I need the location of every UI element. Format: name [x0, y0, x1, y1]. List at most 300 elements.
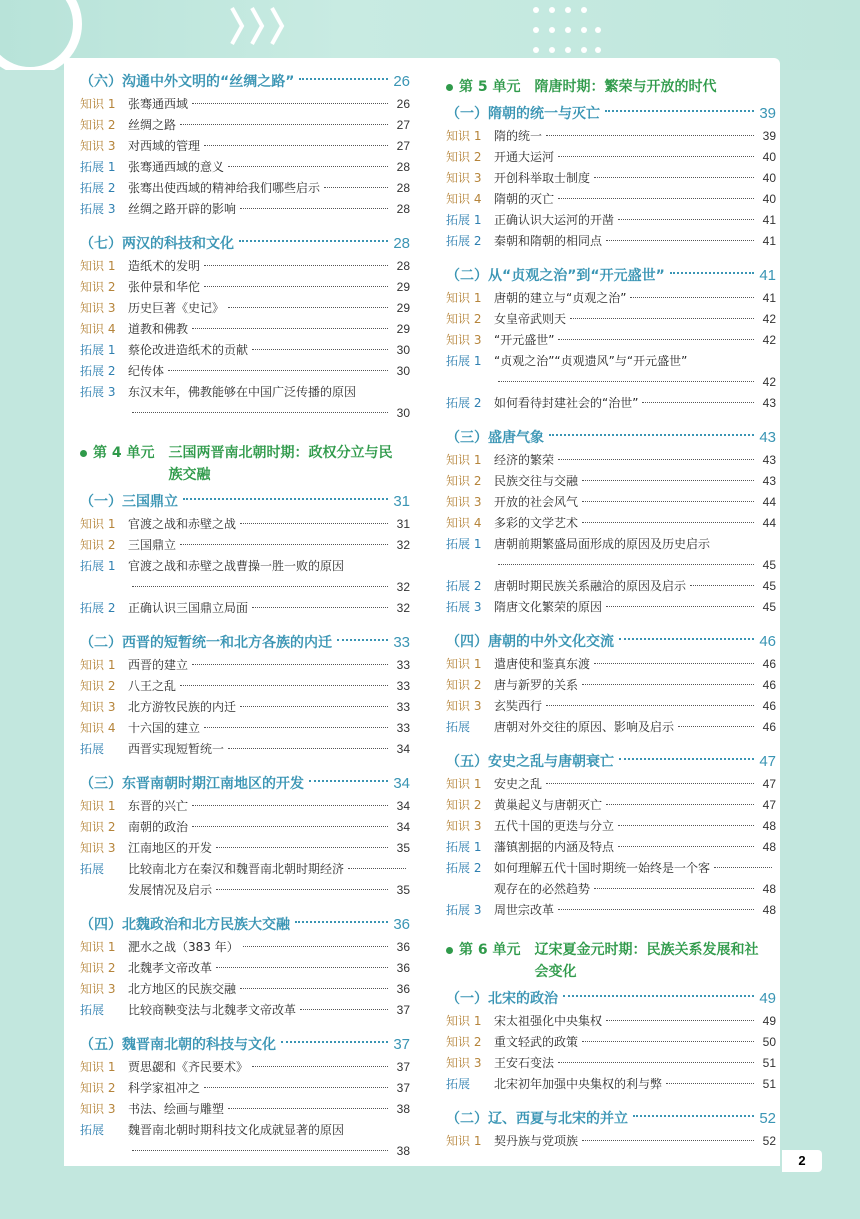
section-heading[interactable]: [446, 426, 776, 450]
toc-entry[interactable]: [446, 696, 776, 717]
entry-title: 隋朝的灭亡: [494, 192, 555, 206]
entry-tag: 拓展 3: [446, 600, 482, 614]
entry-title: 唐与新罗的关系: [494, 678, 579, 692]
dot-leader: [228, 1108, 388, 1109]
entry-page: 49: [762, 1014, 776, 1028]
dot-leader: [180, 544, 388, 545]
toc-entry[interactable]: [80, 340, 410, 361]
section-page: 34: [393, 775, 410, 792]
section-heading[interactable]: [446, 750, 776, 774]
unit-bullet-icon: [446, 947, 453, 954]
dot-leader: [309, 780, 388, 782]
section-heading[interactable]: [446, 987, 776, 1011]
entry-page: 42: [762, 333, 776, 347]
entry-title: 魏晋南北朝时期科技文化成就显著的原因: [128, 1123, 345, 1137]
dot-leader: [300, 1009, 388, 1010]
dot-leader: [642, 402, 754, 403]
entry-title: 藩镇割据的内涵及特点: [494, 840, 615, 854]
dot-leader: [594, 663, 754, 664]
toc-entry-continuation: [80, 403, 410, 424]
entry-title: 遣唐使和鉴真东渡: [494, 657, 591, 671]
toc-entry[interactable]: [80, 796, 410, 817]
dot-leader: [228, 748, 388, 749]
dot-leader: [252, 1066, 388, 1067]
entry-title: 重文轻武的政策: [494, 1035, 579, 1049]
entry-tag: 拓展 1: [446, 213, 482, 227]
toc-entry[interactable]: [80, 859, 410, 880]
section-heading[interactable]: [80, 772, 410, 796]
toc-entry[interactable]: [446, 288, 776, 309]
toc-entry[interactable]: [80, 655, 410, 676]
spacer: [80, 619, 410, 627]
entry-page: 29: [396, 322, 410, 336]
toc-entry[interactable]: [80, 598, 410, 619]
unit-bullet-icon: [446, 84, 453, 91]
entry-page: 40: [762, 192, 776, 206]
entry-title: 正确认识三国鼎立局面: [128, 601, 249, 615]
entry-title: 隋的统一: [494, 129, 543, 143]
spacer: [80, 424, 410, 432]
entry-tag: 知识 2: [80, 961, 116, 975]
toc-entry[interactable]: [446, 471, 776, 492]
dot-leader: [180, 124, 388, 125]
section-page: 46: [759, 633, 776, 650]
dot-leader: [558, 156, 754, 157]
entry-title: 王安石变法: [494, 1056, 555, 1070]
toc-entry[interactable]: [446, 189, 776, 210]
section-page: 43: [759, 429, 776, 446]
entry-tag: 知识 1: [446, 657, 482, 671]
spacer: [80, 1162, 410, 1170]
entry-page: 34: [396, 742, 410, 756]
entry-tag: 知识 3: [80, 700, 116, 714]
entry-title: 三国鼎立: [128, 538, 177, 552]
toc-entry[interactable]: [80, 361, 410, 382]
section-heading[interactable]: [80, 232, 410, 256]
section-heading[interactable]: [80, 631, 410, 655]
entry-page: 44: [762, 495, 776, 509]
toc-entry[interactable]: [446, 774, 776, 795]
section-page: 52: [759, 1110, 776, 1127]
toc-entry[interactable]: [446, 210, 776, 231]
entry-title: 官渡之战和赤壁之战曹操一胜一败的原因: [128, 559, 345, 573]
section-title: （五）安史之乱与唐朝衰亡: [446, 754, 614, 770]
entry-title: 民族交往与交融: [494, 474, 579, 488]
entry-title: 开通大运河: [494, 150, 555, 164]
entry-tag: 知识 2: [446, 678, 482, 692]
dot-leader: [228, 307, 388, 308]
toc-entry[interactable]: [446, 513, 776, 534]
toc-entry[interactable]: [80, 157, 410, 178]
left-margin-band: [0, 70, 64, 1219]
dot-leader: [204, 1087, 388, 1088]
toc-entry[interactable]: [80, 115, 410, 136]
entry-page: 44: [762, 516, 776, 530]
toc-entry[interactable]: [80, 136, 410, 157]
entry-title: 张仲景和华佗: [128, 280, 201, 294]
entry-page: 28: [396, 160, 410, 174]
spacer: [446, 1152, 776, 1160]
entry-page: 30: [396, 406, 410, 420]
section-title: （一）北宋的政治: [446, 991, 558, 1007]
entry-tag: 知识 1: [80, 97, 116, 111]
dot-leader: [546, 135, 754, 136]
entry-tag: 知识 2: [446, 150, 482, 164]
section-heading[interactable]: [446, 264, 776, 288]
dot-leader: [216, 889, 388, 890]
toc-entry[interactable]: [446, 330, 776, 351]
toc-entry[interactable]: [80, 697, 410, 718]
entry-title: 唐朝前期繁盛局面形成的原因及历史启示: [494, 537, 711, 551]
spacer: [446, 414, 776, 422]
dot-leader: [563, 995, 754, 997]
dot-leader: [558, 198, 754, 199]
section-heading[interactable]: [80, 70, 410, 94]
dot-leader: [281, 1041, 388, 1043]
entry-tag: 知识 1: [80, 1060, 116, 1074]
dot-leader: [204, 145, 388, 146]
entry-title-continued: 发展情况及启示: [128, 883, 213, 897]
toc-entry[interactable]: [446, 1074, 776, 1095]
dot-leader: [630, 297, 754, 298]
entry-tag: 拓展 3: [80, 202, 116, 216]
entry-tag: 拓展 2: [446, 861, 482, 875]
dot-leader: [619, 758, 754, 760]
entry-title: 纪传体: [128, 364, 165, 378]
section-title: （六）沟通中外文明的“丝绸之路”: [80, 74, 295, 90]
section-page: 31: [393, 493, 410, 510]
section-page: 49: [759, 990, 776, 1007]
dot-leader: [132, 586, 388, 587]
spacer: [80, 1021, 410, 1029]
entry-tag: 拓展 2: [446, 579, 482, 593]
toc-entry[interactable]: [446, 351, 776, 372]
entry-tag: 拓展 3: [80, 385, 116, 399]
unit-title: 隋唐时期：繁荣与开放的时代: [534, 79, 717, 95]
entry-tag: 知识 1: [80, 259, 116, 273]
unit-heading: [80, 442, 410, 486]
dot-leader: [582, 480, 754, 481]
dot-leader: [192, 103, 388, 104]
toc-entry[interactable]: [446, 309, 776, 330]
toc-entry[interactable]: [80, 1120, 410, 1141]
entry-page: 46: [762, 720, 776, 734]
entry-title: 造纸术的发明: [128, 259, 201, 273]
toc-entry[interactable]: [446, 450, 776, 471]
dot-leader: [204, 286, 388, 287]
toc-entry[interactable]: [80, 937, 410, 958]
entry-tag: 知识 2: [446, 1035, 482, 1049]
unit-label: 第 5 单元: [459, 79, 521, 95]
entry-title: 五代十国的更迭与分立: [494, 819, 615, 833]
toc-entry[interactable]: [446, 1131, 776, 1152]
dot-leader: [295, 921, 388, 923]
entry-tag: 知识 3: [446, 699, 482, 713]
entry-tag: 知识 3: [446, 171, 482, 185]
entry-page: 51: [762, 1056, 776, 1070]
section-page: 39: [759, 105, 776, 122]
toc-entry[interactable]: [446, 1032, 776, 1053]
toc-entry[interactable]: [80, 382, 410, 403]
entry-title: 多彩的文学艺术: [494, 516, 579, 530]
entry-tag: 知识 2: [80, 538, 116, 552]
entry-tag: 知识 1: [80, 799, 116, 813]
entry-page: 30: [396, 343, 410, 357]
toc-entry[interactable]: [446, 126, 776, 147]
dot-leader: [618, 219, 754, 220]
entry-title: 北魏孝文帝改革: [128, 961, 213, 975]
toc-entry[interactable]: [446, 1011, 776, 1032]
entry-tag: 知识 1: [446, 129, 482, 143]
toc-left-column: [80, 66, 410, 1170]
section-title: （二）辽、西夏与北宋的并立: [446, 1111, 628, 1127]
dot-leader: [228, 166, 388, 167]
entry-tag: 拓展: [446, 720, 471, 734]
entry-page: 51: [762, 1077, 776, 1091]
dot-leader: [594, 888, 754, 889]
toc-entry[interactable]: [80, 1057, 410, 1078]
toc-entry[interactable]: [80, 979, 410, 1000]
section-page: 33: [393, 634, 410, 651]
entry-title: 北方地区的民族交融: [128, 982, 237, 996]
entry-page: 46: [762, 678, 776, 692]
toc-entry[interactable]: [446, 147, 776, 168]
section-title: （三）东晋南朝时期江南地区的开发: [80, 776, 304, 792]
entry-page: 42: [762, 375, 776, 389]
entry-title: 科学家祖冲之: [128, 1081, 201, 1095]
entry-page: 40: [762, 171, 776, 185]
entry-tag: 知识 2: [80, 679, 116, 693]
unit-title: 辽宋夏金元时期：民族关系发展和社会变化: [534, 942, 759, 980]
dot-leader: [606, 606, 754, 607]
entry-tag: 知识 3: [80, 301, 116, 315]
dot-leader: [558, 1062, 754, 1063]
unit-heading: [446, 76, 776, 98]
unit-heading: [446, 939, 776, 983]
entry-tag: 知识 3: [446, 1056, 482, 1070]
entry-tag: 知识 3: [446, 333, 482, 347]
entry-tag: 知识 1: [80, 940, 116, 954]
entry-page: 48: [762, 882, 776, 896]
dot-leader: [168, 370, 388, 371]
dot-leader: [337, 639, 388, 641]
section-heading[interactable]: [446, 1107, 776, 1131]
entry-title: 开放的社会风气: [494, 495, 579, 509]
entry-title: 唐朝对外交往的原因、影响及启示: [494, 720, 675, 734]
dot-leader: [204, 265, 388, 266]
entry-page: 32: [396, 538, 410, 552]
section-title: （四）唐朝的中外文化交流: [446, 634, 614, 650]
right-margin-band: [780, 70, 860, 1219]
toc-entry[interactable]: [80, 298, 410, 319]
entry-title: 女皇帝武则天: [494, 312, 567, 326]
toc-entry[interactable]: [446, 1053, 776, 1074]
entry-page: 37: [396, 1060, 410, 1074]
decorative-chevrons-icon: [226, 4, 296, 48]
toc-entry[interactable]: [80, 256, 410, 277]
dot-leader: [299, 78, 388, 80]
entry-page: 30: [396, 364, 410, 378]
entry-title: 比较商鞅变法与北魏孝文帝改革: [128, 1003, 297, 1017]
toc-entry[interactable]: [80, 817, 410, 838]
section-title: （三）盛唐气象: [446, 430, 544, 446]
entry-page: 47: [762, 777, 776, 791]
toc-entry-continuation: [80, 577, 410, 598]
entry-title: 道教和佛教: [128, 322, 189, 336]
toc-entry[interactable]: [446, 654, 776, 675]
dot-leader: [558, 909, 754, 910]
entry-page: 48: [762, 903, 776, 917]
toc-entry[interactable]: [446, 231, 776, 252]
toc-entry[interactable]: [80, 718, 410, 739]
toc-entry[interactable]: [446, 900, 776, 921]
spacer: [80, 220, 410, 228]
dot-leader: [570, 318, 754, 319]
entry-title: 宋太祖强化中央集权: [494, 1014, 603, 1028]
dot-leader: [240, 988, 388, 989]
toc-entry[interactable]: [80, 535, 410, 556]
entry-title: 北宋初年加强中央集权的利与弊: [494, 1077, 663, 1091]
dot-leader: [582, 1140, 754, 1141]
toc-entry[interactable]: [80, 514, 410, 535]
dot-leader: [618, 825, 754, 826]
dot-leader: [252, 607, 388, 608]
entry-title: 西晋实现短暂统一: [128, 742, 225, 756]
toc-entry[interactable]: [80, 838, 410, 859]
toc-entry[interactable]: [446, 534, 776, 555]
entry-page: 43: [762, 453, 776, 467]
section-title: （一）三国鼎立: [80, 494, 178, 510]
entry-title: 比较南北方在秦汉和魏晋南北朝时期经济: [128, 862, 345, 876]
toc-entry[interactable]: [446, 837, 776, 858]
dot-leader: [192, 328, 388, 329]
entry-title: 江南地区的开发: [128, 841, 213, 855]
toc-entry[interactable]: [446, 795, 776, 816]
entry-tag: 拓展 2: [446, 396, 482, 410]
toc-entry-continuation[interactable]: [446, 879, 776, 900]
entry-title: 蔡伦改进造纸术的贡献: [128, 343, 249, 357]
unit-bullet-icon: [80, 450, 87, 457]
dot-leader: [216, 967, 388, 968]
dot-leader: [582, 522, 754, 523]
section-heading[interactable]: [446, 102, 776, 126]
unit-label: 第 4 单元: [93, 445, 155, 461]
entry-tag: 知识 2: [80, 820, 116, 834]
section-heading[interactable]: [446, 630, 776, 654]
entry-tag: 拓展: [80, 1123, 105, 1137]
entry-tag: 拓展: [80, 742, 105, 756]
toc-entry[interactable]: [80, 277, 410, 298]
toc-entry[interactable]: [80, 94, 410, 115]
toc-entry[interactable]: [446, 675, 776, 696]
entry-title: 唐朝时期民族关系融洽的原因及启示: [494, 579, 687, 593]
entry-page: 27: [396, 118, 410, 132]
entry-page: 46: [762, 657, 776, 671]
spacer: [80, 901, 410, 909]
toc-entry[interactable]: [446, 168, 776, 189]
entry-tag: 拓展 1: [446, 840, 482, 854]
dot-leader: [192, 664, 388, 665]
toc-entry[interactable]: [80, 319, 410, 340]
section-heading[interactable]: [80, 490, 410, 514]
entry-page: 29: [396, 280, 410, 294]
dot-leader: [324, 187, 388, 188]
section-page: 37: [393, 1036, 410, 1053]
entry-tag: 拓展 1: [80, 343, 116, 357]
section-heading[interactable]: [80, 913, 410, 937]
toc-entry[interactable]: [446, 717, 776, 738]
entry-title: 八王之乱: [128, 679, 177, 693]
section-heading[interactable]: [80, 1033, 410, 1057]
entry-page: 37: [396, 1003, 410, 1017]
toc-entry[interactable]: [80, 1078, 410, 1099]
toc-entry[interactable]: [80, 958, 410, 979]
toc-entry[interactable]: [80, 556, 410, 577]
bottom-band: [0, 1166, 860, 1219]
entry-page: 28: [396, 181, 410, 195]
entry-title: 北方游牧民族的内迁: [128, 700, 237, 714]
dot-leader: [192, 826, 388, 827]
dot-leader: [252, 349, 388, 350]
entry-tag: 知识 1: [80, 658, 116, 672]
section-title: （五）魏晋南北朝的科技与文化: [80, 1037, 276, 1053]
dot-leader: [582, 1041, 754, 1042]
entry-tag: 知识 4: [80, 322, 116, 336]
entry-title: 书法、绘画与雕塑: [128, 1102, 225, 1116]
toc-entry[interactable]: [80, 178, 410, 199]
entry-title: 南朝的政治: [128, 820, 189, 834]
entry-title: 契丹族与党项族: [494, 1134, 579, 1148]
entry-tag: 拓展 2: [80, 601, 116, 615]
toc-entry[interactable]: [446, 597, 776, 618]
dot-leader: [605, 110, 754, 112]
entry-page: 34: [396, 820, 410, 834]
entry-title: 贾思勰和《齐民要术》: [128, 1060, 249, 1074]
entry-tag: 拓展 2: [446, 234, 482, 248]
toc-entry[interactable]: [80, 199, 410, 220]
dot-leader: [239, 240, 388, 242]
toc-entry[interactable]: [80, 676, 410, 697]
entry-title: 唐朝的建立与“贞观之治”: [494, 291, 627, 305]
entry-tag: 知识 4: [80, 721, 116, 735]
toc-entry-continuation: [446, 372, 776, 393]
entry-page: 39: [762, 129, 776, 143]
entry-tag: 知识 3: [446, 819, 482, 833]
toc-entry[interactable]: [446, 858, 776, 879]
toc-entry[interactable]: [80, 1099, 410, 1120]
toc-entry-continuation[interactable]: [80, 880, 410, 901]
entry-page: 43: [762, 396, 776, 410]
entry-tag: 知识 2: [446, 798, 482, 812]
entry-title: 如何看待封建社会的“治世”: [494, 396, 639, 410]
dot-leader: [348, 868, 406, 869]
dot-leader: [192, 805, 388, 806]
dot-leader: [498, 381, 754, 382]
dot-leader: [670, 272, 755, 274]
entry-page: 33: [396, 658, 410, 672]
entry-title: 张骞通西域的意义: [128, 160, 225, 174]
entry-tag: 知识 1: [446, 1014, 482, 1028]
page-number: 2: [782, 1150, 822, 1172]
toc-entry[interactable]: [446, 576, 776, 597]
toc-entry[interactable]: [446, 816, 776, 837]
toc-entry[interactable]: [80, 739, 410, 760]
toc-entry[interactable]: [446, 492, 776, 513]
entry-page: 48: [762, 819, 776, 833]
entry-tag: 知识 3: [80, 841, 116, 855]
toc-entry[interactable]: [446, 393, 776, 414]
toc-entry[interactable]: [80, 1000, 410, 1021]
